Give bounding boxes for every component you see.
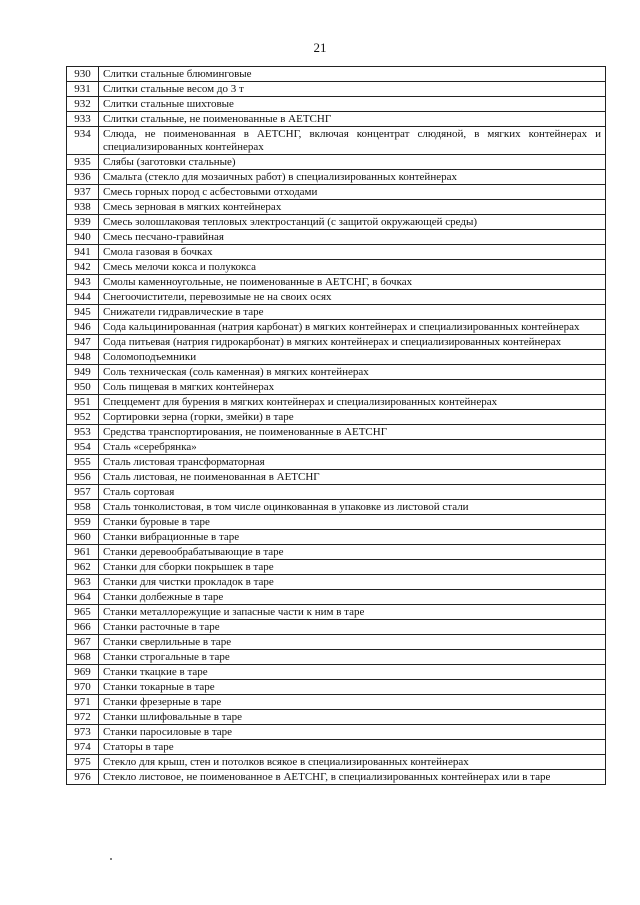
row-number: 968 bbox=[67, 650, 99, 665]
table-row bbox=[67, 635, 606, 650]
row-cargo-name: Станки долбежные в таре bbox=[99, 590, 606, 605]
row-number: 941 bbox=[67, 245, 99, 260]
row-cargo-name: Сортировки зерна (горки, змейки) в таре bbox=[99, 410, 606, 425]
row-number: 950 bbox=[67, 380, 99, 395]
row-cargo-name: Смесь песчано-гравийная bbox=[99, 230, 606, 245]
row-number: 935 bbox=[67, 155, 99, 170]
table-row bbox=[67, 112, 606, 127]
row-cargo-name: Станки расточные в таре bbox=[99, 620, 606, 635]
page-number: 21 bbox=[313, 40, 327, 55]
table-row bbox=[67, 97, 606, 112]
row-number: 933 bbox=[67, 112, 99, 127]
row-cargo-name: Смесь зерновая в мягких контейнерах bbox=[99, 200, 606, 215]
table-row bbox=[67, 530, 606, 545]
table-row bbox=[67, 755, 606, 770]
row-cargo-name: Слитки стальные, не поименованные в АЕТСНГ bbox=[99, 112, 606, 127]
table-row bbox=[67, 770, 606, 785]
row-number: 936 bbox=[67, 170, 99, 185]
row-cargo-name: Соломоподъемники bbox=[99, 350, 606, 365]
row-number: 942 bbox=[67, 260, 99, 275]
row-cargo-name: Станки сверлильные в таре bbox=[99, 635, 606, 650]
row-number: 969 bbox=[67, 665, 99, 680]
row-cargo-name: Станки вибрационные в таре bbox=[99, 530, 606, 545]
row-cargo-name: Стекло листовое, не поименованное в АЕТСНГ, в специализированных контейнерах или в таре bbox=[99, 770, 606, 785]
scan-artifact-dot bbox=[110, 858, 112, 860]
row-number: 960 bbox=[67, 530, 99, 545]
table-row bbox=[67, 485, 606, 500]
row-number: 974 bbox=[67, 740, 99, 755]
table-row bbox=[67, 455, 606, 470]
row-cargo-name: Соль пищевая в мягких контейнерах bbox=[99, 380, 606, 395]
row-number: 972 bbox=[67, 710, 99, 725]
table-row bbox=[67, 590, 606, 605]
table-row bbox=[67, 605, 606, 620]
table-row bbox=[67, 740, 606, 755]
row-number: 973 bbox=[67, 725, 99, 740]
row-number: 940 bbox=[67, 230, 99, 245]
row-cargo-name: Сталь тонколистовая, в том числе оцинкованная в упаковке из листовой стали bbox=[99, 500, 606, 515]
row-cargo-name: Стекло для крыш, стен и потолков всякое в специализированных контейнерах bbox=[99, 755, 606, 770]
row-cargo-name: Станки буровые в таре bbox=[99, 515, 606, 530]
row-cargo-name: Смола газовая в бочках bbox=[99, 245, 606, 260]
table-row bbox=[67, 200, 606, 215]
row-cargo-name: Снегоочистители, перевозимые не на своих осях bbox=[99, 290, 606, 305]
table-row bbox=[67, 185, 606, 200]
row-cargo-name: Станки фрезерные в таре bbox=[99, 695, 606, 710]
row-number: 955 bbox=[67, 455, 99, 470]
row-number: 970 bbox=[67, 680, 99, 695]
table-row bbox=[67, 170, 606, 185]
row-cargo-name: Смесь золошлаковая тепловых электростанций (с защитой окружающей среды) bbox=[99, 215, 606, 230]
row-number: 967 bbox=[67, 635, 99, 650]
row-number: 930 bbox=[67, 67, 99, 82]
table-row bbox=[67, 350, 606, 365]
row-cargo-name: Сталь «серебрянка» bbox=[99, 440, 606, 455]
row-number: 939 bbox=[67, 215, 99, 230]
row-cargo-name: Сталь листовая трансформаторная bbox=[99, 455, 606, 470]
row-number: 964 bbox=[67, 590, 99, 605]
table-row bbox=[67, 665, 606, 680]
row-cargo-name: Станки шлифовальные в таре bbox=[99, 710, 606, 725]
row-number: 976 bbox=[67, 770, 99, 785]
table-row bbox=[67, 560, 606, 575]
row-cargo-name: Станки токарные в таре bbox=[99, 680, 606, 695]
row-number: 962 bbox=[67, 560, 99, 575]
row-number: 963 bbox=[67, 575, 99, 590]
row-cargo-name: Спеццемент для бурения в мягких контейнерах и специализированных контейнерах bbox=[99, 395, 606, 410]
row-cargo-name: Сода питьевая (натрия гидрокарбонат) в мягких контейнерах и специализированных контейнерах bbox=[99, 335, 606, 350]
table-row bbox=[67, 575, 606, 590]
cargo-list-table bbox=[66, 66, 606, 785]
table-row bbox=[67, 395, 606, 410]
table-row bbox=[67, 127, 606, 155]
row-number: 971 bbox=[67, 695, 99, 710]
table-row bbox=[67, 410, 606, 425]
row-cargo-name: Слитки стальные блюминговые bbox=[99, 67, 606, 82]
row-cargo-name: Снижатели гидравлические в таре bbox=[99, 305, 606, 320]
table-row bbox=[67, 680, 606, 695]
row-cargo-name: Сталь сортовая bbox=[99, 485, 606, 500]
row-number: 937 bbox=[67, 185, 99, 200]
table-row bbox=[67, 710, 606, 725]
table-row bbox=[67, 440, 606, 455]
row-number: 944 bbox=[67, 290, 99, 305]
row-number: 975 bbox=[67, 755, 99, 770]
row-number: 946 bbox=[67, 320, 99, 335]
table-row bbox=[67, 515, 606, 530]
row-cargo-name: Смальта (стекло для мозаичных работ) в специализированных контейнерах bbox=[99, 170, 606, 185]
table-row bbox=[67, 620, 606, 635]
table-row bbox=[67, 230, 606, 245]
row-cargo-name: Слюда, не поименованная в АЕТСНГ, включая концентрат слюдяной, в мягких контейнерах и специализированных контейнерах bbox=[99, 127, 606, 155]
row-number: 949 bbox=[67, 365, 99, 380]
row-number: 943 bbox=[67, 275, 99, 290]
table-row bbox=[67, 245, 606, 260]
row-cargo-name: Сталь листовая, не поименованная в АЕТСНГ bbox=[99, 470, 606, 485]
row-number: 945 bbox=[67, 305, 99, 320]
row-cargo-name: Сода кальцинированная (натрия карбонат) в мягких контейнерах и специализированных контейнерах bbox=[99, 320, 606, 335]
row-cargo-name: Средства транспортирования, не поименованные в АЕТСНГ bbox=[99, 425, 606, 440]
row-cargo-name: Смолы каменноугольные, не поименованные в АЕТСНГ, в бочках bbox=[99, 275, 606, 290]
row-cargo-name: Слитки стальные весом до 3 т bbox=[99, 82, 606, 97]
row-number: 965 bbox=[67, 605, 99, 620]
table-row bbox=[67, 320, 606, 335]
row-number: 966 bbox=[67, 620, 99, 635]
row-cargo-name: Соль техническая (соль каменная) в мягких контейнерах bbox=[99, 365, 606, 380]
table-row bbox=[67, 305, 606, 320]
row-number: 959 bbox=[67, 515, 99, 530]
table-row bbox=[67, 215, 606, 230]
row-cargo-name: Смесь мелочи кокса и полукокса bbox=[99, 260, 606, 275]
table-row bbox=[67, 155, 606, 170]
row-cargo-name: Станки для сборки покрышек в таре bbox=[99, 560, 606, 575]
table-row bbox=[67, 545, 606, 560]
table-row bbox=[67, 260, 606, 275]
row-cargo-name: Слябы (заготовки стальные) bbox=[99, 155, 606, 170]
table-row bbox=[67, 82, 606, 97]
row-cargo-name: Статоры в таре bbox=[99, 740, 606, 755]
table-row bbox=[67, 335, 606, 350]
row-number: 953 bbox=[67, 425, 99, 440]
row-number: 952 bbox=[67, 410, 99, 425]
row-cargo-name: Станки ткацкие в таре bbox=[99, 665, 606, 680]
row-number: 961 bbox=[67, 545, 99, 560]
row-cargo-name: Станки металлорежущие и запасные части к ним в таре bbox=[99, 605, 606, 620]
row-cargo-name: Станки паросиловые в таре bbox=[99, 725, 606, 740]
row-number: 956 bbox=[67, 470, 99, 485]
table-row bbox=[67, 725, 606, 740]
row-cargo-name: Станки для чистки прокладок в таре bbox=[99, 575, 606, 590]
table-row bbox=[67, 380, 606, 395]
table-row bbox=[67, 650, 606, 665]
row-number: 951 bbox=[67, 395, 99, 410]
table-row bbox=[67, 290, 606, 305]
row-cargo-name: Станки строгальные в таре bbox=[99, 650, 606, 665]
row-number: 957 bbox=[67, 485, 99, 500]
table-row bbox=[67, 365, 606, 380]
table-row bbox=[67, 500, 606, 515]
row-number: 954 bbox=[67, 440, 99, 455]
row-cargo-name: Смесь горных пород с асбестовыми отходами bbox=[99, 185, 606, 200]
table-row bbox=[67, 425, 606, 440]
row-number: 947 bbox=[67, 335, 99, 350]
row-number: 934 bbox=[67, 127, 99, 155]
row-cargo-name: Слитки стальные шихтовые bbox=[99, 97, 606, 112]
row-number: 958 bbox=[67, 500, 99, 515]
table-row bbox=[67, 67, 606, 82]
row-number: 931 bbox=[67, 82, 99, 97]
row-number: 938 bbox=[67, 200, 99, 215]
row-number: 932 bbox=[67, 97, 99, 112]
table-row bbox=[67, 470, 606, 485]
row-number: 948 bbox=[67, 350, 99, 365]
table-row bbox=[67, 275, 606, 290]
table-body bbox=[67, 67, 606, 785]
row-cargo-name: Станки деревообрабатывающие в таре bbox=[99, 545, 606, 560]
table-row bbox=[67, 695, 606, 710]
